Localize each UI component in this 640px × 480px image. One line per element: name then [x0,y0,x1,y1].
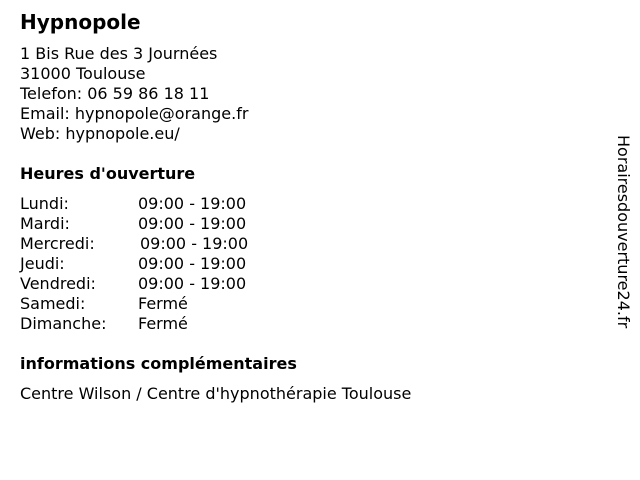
hours-value: 09:00 - 19:00 [138,214,247,233]
day-label: Mercredi: [20,234,95,253]
day-label: Vendredi: [20,274,96,293]
hours-row-monday [20,194,320,214]
phone-number: Telefon: 06 59 86 18 11 [20,84,210,103]
hours-value: 09:00 - 19:00 [138,254,247,273]
day-label: Samedi: [20,294,86,313]
email-address: Email: hypnopole@orange.fr [20,104,249,123]
hours-row-sunday [20,314,320,334]
hours-row-saturday [20,294,320,314]
hours-row-friday [20,274,320,294]
day-label: Lundi: [20,194,69,213]
hours-row-tuesday [20,214,320,234]
hours-value: Fermé [138,294,188,313]
additional-info-text: Centre Wilson / Centre d'hypnothérapie Toulouse [20,384,412,403]
opening-hours-list [20,194,320,334]
site-watermark: Horairesdouverture24.fr [614,135,633,329]
business-name: Hypnopole [20,10,141,34]
hours-value: 09:00 - 19:00 [138,194,247,213]
hours-row-wednesday [20,234,320,254]
hours-value: Fermé [138,314,188,333]
address-street: 1 Bis Rue des 3 Journées [20,44,218,63]
day-label: Dimanche: [20,314,107,333]
hours-value: 09:00 - 19:00 [138,274,247,293]
hours-value: 09:00 - 19:00 [140,234,249,253]
hours-row-thursday [20,254,320,274]
additional-info-heading: informations complémentaires [20,354,297,373]
website-address: Web: hypnopole.eu/ [20,124,180,143]
address-city: 31000 Toulouse [20,64,146,83]
day-label: Mardi: [20,214,70,233]
contact-block [20,44,248,144]
opening-hours-heading: Heures d'ouverture [20,164,196,183]
day-label: Jeudi: [20,254,65,273]
